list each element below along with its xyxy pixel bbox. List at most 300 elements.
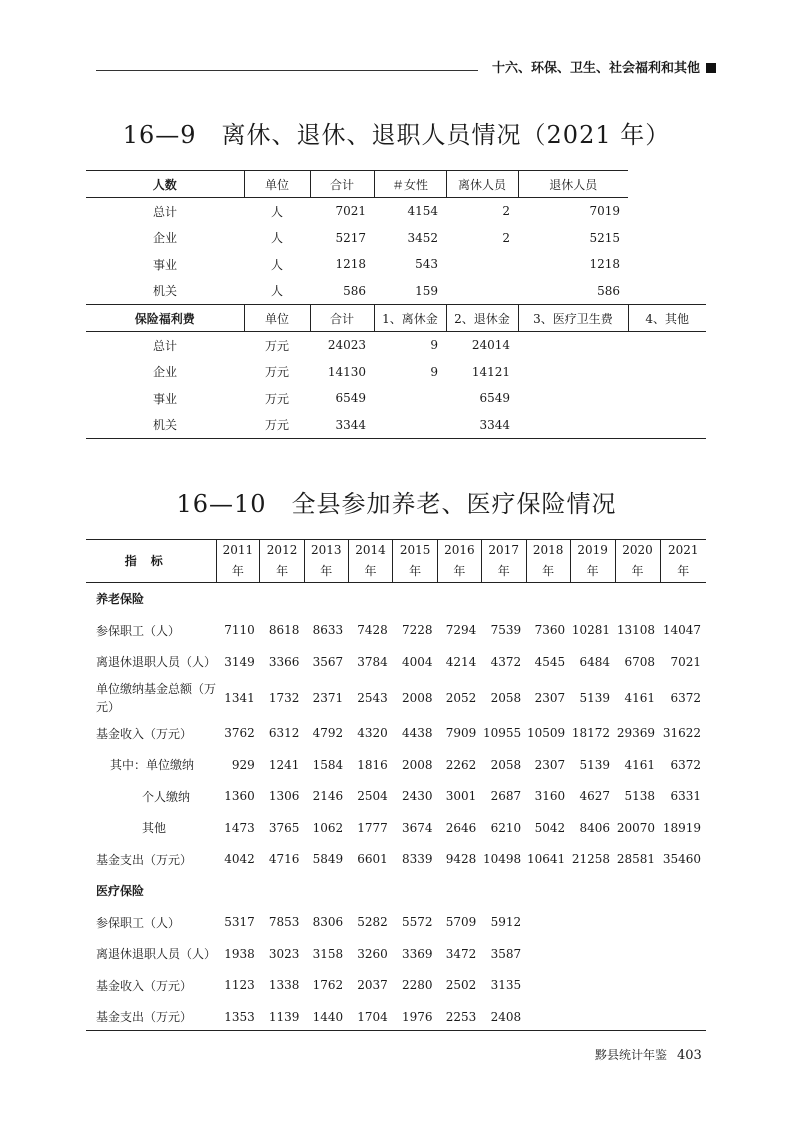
data-cell: 1139 [268,1009,300,1024]
empty-cell [628,278,706,305]
data-cell: 1353 [224,1009,255,1024]
empty-cell [628,251,706,278]
table1-title: 16—9 离休、退休、退职人员情况（2021 年） [122,121,671,149]
data-cell: 2058 [490,757,522,772]
data-cell: 1218 [589,257,620,272]
data-cell [518,385,628,412]
row-label: 机关 [152,284,177,299]
insurance-table [86,539,706,1033]
empty-cell [481,583,526,615]
data-cell: 万元 [264,338,289,353]
data-cell: 3158 [312,946,344,961]
data-cell: 2058 [490,690,522,705]
data-cell: 7909 [445,726,477,741]
data-cell: 2371 [312,690,344,705]
data-cell [615,938,660,970]
data-cell: 5042 [534,820,566,835]
header-rule [96,70,478,71]
row-label: 其中：单位缴纳 [110,758,195,773]
year-header-cell [570,540,615,583]
data-cell: 7021 [670,654,701,669]
data-cell [526,1001,570,1033]
data-cell: 6312 [268,726,300,741]
data-cell: 18172 [571,726,611,741]
data-cell: 2262 [445,757,477,772]
row-label: 个人缴纳 [142,789,191,804]
medical-section-label-row [86,875,706,907]
year-value: 2021 [667,543,699,557]
empty-cell [393,583,438,615]
header-cell: 合计 [310,171,374,198]
data-cell: 3260 [357,946,388,961]
data-cell: 2052 [445,690,477,705]
data-cell: 7428 [357,623,388,638]
data-cell: 4154 [407,204,438,219]
section-title: 十六、环保、卫生、社会福利和其他 [492,61,701,76]
data-cell [660,970,706,1002]
data-cell [518,332,628,359]
data-cell: 7110 [224,623,255,638]
data-cell: 3674 [401,820,433,835]
year-value: 2017 [488,543,519,557]
data-cell: 万元 [244,412,310,439]
data-cell: 1341 [224,690,255,705]
data-cell: 万元 [264,365,289,380]
data-cell: 8339 [401,852,433,867]
header-cell: 人数 [86,171,244,198]
data-cell: 3784 [357,654,388,669]
data-cell: 2307 [534,757,566,772]
data-cell: 3135 [490,978,522,993]
year-header-cell [438,540,482,583]
data-cell: 3452 [407,230,438,245]
year-header-cell [615,540,660,583]
empty-cell [628,198,706,225]
data-cell: 5709 [445,915,477,930]
data-cell: 1241 [268,757,300,772]
data-cell [570,907,615,939]
year-value: 2019 [577,543,608,557]
data-cell: 8306 [312,915,344,930]
header-cell: 保险福利费 [86,305,244,332]
empty-cell [615,875,660,907]
data-cell: 8406 [579,820,611,835]
empty-cell [260,875,305,907]
year-header-cell [216,540,260,583]
row-label: 事业 [152,257,177,272]
data-row [86,646,706,678]
year-header-cell [393,540,438,583]
year-suffix: 年 [364,564,377,578]
table2-bottom-rule-right [526,1030,706,1031]
fee-header-row [86,305,706,332]
row-label: 企业 [152,231,177,246]
data-cell: 2146 [312,789,344,804]
data-cell: 6601 [357,852,388,867]
pension-section-label: 养老保险 [96,592,145,607]
data-cell: 1338 [268,978,300,993]
data-cell [518,359,628,386]
data-cell: 2 [502,230,510,245]
header-cell: 2、退休金 [446,305,518,332]
data-cell: 6331 [670,789,701,804]
data-cell: 5317 [224,915,255,930]
data-cell [446,278,518,305]
data-cell: 5849 [312,852,344,867]
people-row [86,251,706,278]
data-cell [615,1001,660,1033]
data-cell: 3160 [534,789,566,804]
data-cell: 4372 [490,654,522,669]
data-cell: 2430 [401,789,433,804]
data-cell: 2 [502,204,510,219]
empty-cell [260,583,305,615]
empty-cell [304,875,348,907]
data-cell: 3567 [312,654,344,669]
people-row [86,225,706,252]
indicator-header: 指标 [86,540,216,583]
data-row [86,718,706,750]
fee-row [86,385,706,412]
data-cell: 人 [270,204,283,219]
data-cell: 6210 [490,820,522,835]
data-cell: 1306 [268,789,300,804]
data-cell: 5217 [335,230,366,245]
data-cell: 万元 [264,391,289,406]
data-cell: 20070 [616,820,656,835]
header-cell: ＃女性 [374,171,446,198]
data-cell: 1062 [312,820,344,835]
data-cell: 4627 [579,789,611,804]
fee-row [86,412,706,439]
year-header-row [86,540,706,583]
data-cell: 3001 [445,789,477,804]
table2-bottom-rule [86,1030,526,1031]
header-cell: 合计 [310,305,374,332]
data-cell [628,412,706,439]
data-cell: 6549 [479,391,510,406]
data-cell: 2280 [401,978,433,993]
data-cell: 3369 [401,946,433,961]
data-cell: 4004 [401,654,433,669]
data-cell: 5139 [579,757,611,772]
row-label: 其他 [142,821,167,836]
data-cell: 1473 [224,820,255,835]
data-cell: 4320 [357,726,388,741]
data-cell [526,970,570,1002]
data-cell: 3587 [490,946,522,961]
data-row [86,938,706,970]
data-cell: 14130 [327,364,366,379]
data-cell: 4545 [534,654,566,669]
data-cell: 5215 [589,230,620,245]
data-cell: 4792 [312,726,344,741]
data-cell: 1218 [335,257,366,272]
empty-cell [438,875,482,907]
year-value: 2013 [311,543,342,557]
data-cell [628,385,706,412]
year-value: 2014 [355,543,386,557]
data-row [86,812,706,844]
data-cell [628,359,706,386]
year-value: 2018 [532,543,564,557]
data-cell: 1584 [312,757,344,772]
year-suffix: 年 [409,564,422,578]
data-cell [446,251,518,278]
data-cell [660,1001,706,1033]
data-cell: 人 [270,257,283,272]
row-label: 离退休退职人员（人） [96,947,217,962]
data-cell: 6372 [670,757,701,772]
year-value: 2020 [622,543,653,557]
page-footer [595,1046,702,1063]
empty-cell [628,225,706,252]
data-row [86,615,706,647]
data-row [86,970,706,1002]
year-suffix: 年 [586,564,599,578]
data-row [86,1001,706,1033]
data-cell: 7360 [534,623,566,638]
data-cell: 6549 [335,391,366,406]
empty-cell [481,875,526,907]
data-row [86,781,706,813]
row-label: 基金收入（万元） [96,726,193,741]
data-cell: 929 [231,757,255,772]
year-header-cell [481,540,526,583]
people-row [86,198,706,225]
header-cell: 3、医疗卫生费 [518,305,628,332]
data-cell: 10509 [526,726,566,741]
year-suffix: 年 [320,564,333,578]
row-label: 参保职工（人） [96,915,181,930]
data-cell [570,1001,615,1033]
data-cell [526,907,570,939]
data-cell: 2687 [490,789,522,804]
empty-cell [348,875,393,907]
row-label: 事业 [152,391,177,406]
data-cell: 4161 [624,757,656,772]
data-cell: 3344 [446,412,518,439]
header-cell: 4、其他 [628,305,706,332]
data-cell: 28581 [616,852,656,867]
square-bullet-icon [706,63,716,73]
data-row [86,749,706,781]
data-cell: 人 [270,284,283,299]
data-cell: 1360 [224,789,255,804]
data-cell: 8618 [268,623,300,638]
data-cell: 3023 [268,946,300,961]
data-cell: 586 [597,283,620,298]
data-cell: 7853 [268,915,300,930]
data-cell: 10281 [571,623,611,638]
data-cell: 7228 [401,623,433,638]
data-cell [615,970,660,1002]
year-suffix: 年 [497,564,510,578]
year-suffix: 年 [276,564,289,578]
header-cell: 退休人员 [518,171,628,198]
data-cell: 9 [430,364,438,379]
data-cell: 5282 [357,915,388,930]
header-blank-cell [628,171,706,198]
year-header-cell [260,540,305,583]
data-cell: 31622 [662,726,701,741]
data-cell [660,938,706,970]
year-header-cell [660,540,706,583]
data-row [86,678,706,718]
data-cell: 7019 [589,204,620,219]
data-cell: 10955 [482,726,522,741]
data-cell: 14047 [662,623,701,638]
people-header-row [86,171,706,198]
fee-row [86,332,706,359]
data-cell: 1762 [312,978,344,993]
data-cell: 159 [415,283,438,298]
year-suffix: 年 [542,564,555,578]
data-cell [615,907,660,939]
row-label: 基金支出（万元） [96,1010,193,1025]
data-cell [526,938,570,970]
row-label: 离退休退职人员（人） [96,655,217,670]
data-cell: 18919 [662,820,701,835]
data-cell: 10641 [526,852,566,867]
medical-section-label: 医疗保险 [96,884,145,899]
data-cell: 6484 [579,654,611,669]
data-cell: 10498 [482,852,522,867]
data-cell: 1732 [268,690,300,705]
data-cell: 2502 [445,978,477,993]
year-suffix: 年 [677,564,690,578]
empty-cell [438,583,482,615]
empty-cell [526,875,570,907]
empty-cell [526,583,570,615]
data-cell: 5912 [490,915,522,930]
data-cell: 29369 [616,726,656,741]
fee-row [86,359,706,386]
empty-cell [660,583,706,615]
year-suffix: 年 [631,564,644,578]
data-cell: 1440 [312,1009,344,1024]
data-cell [660,907,706,939]
data-cell: 1938 [224,946,255,961]
data-cell: 2008 [401,757,433,772]
year-suffix: 年 [231,564,244,578]
data-cell: 3344 [310,412,374,439]
header-cell: 1、离休金 [374,305,446,332]
data-cell [570,938,615,970]
data-row [86,844,706,876]
data-cell [374,385,446,412]
row-label: 企业 [152,365,177,380]
data-cell: 543 [415,257,438,272]
data-cell: 9428 [445,852,477,867]
data-cell: 3149 [224,654,255,669]
data-cell: 2504 [357,789,388,804]
empty-cell [660,875,706,907]
data-cell: 14121 [471,364,510,379]
year-value: 2015 [399,543,431,557]
data-cell [570,970,615,1002]
row-label: 基金支出（万元） [96,852,193,867]
data-cell: 4042 [224,852,255,867]
data-cell [518,412,628,439]
data-cell: 1777 [357,820,388,835]
data-cell [374,412,446,439]
header-cell: 离休人员 [446,171,518,198]
year-value: 2011 [222,543,254,557]
people-row [86,278,706,305]
data-cell: 5139 [579,690,611,705]
data-cell: 2646 [445,820,477,835]
data-cell: 35460 [662,852,701,867]
data-cell: 3762 [224,726,255,741]
data-cell: 1704 [357,1009,388,1024]
data-cell: 4716 [268,852,300,867]
data-cell: 21258 [571,852,611,867]
yearbook-name: 黟县统计年鉴 [595,1048,668,1062]
data-cell: 1123 [224,978,255,993]
data-cell: 24023 [327,338,366,353]
empty-cell [570,583,615,615]
header-cell: 单位 [244,171,310,198]
year-header-cell [348,540,393,583]
data-cell: 6372 [670,690,701,705]
data-cell: 4214 [445,654,477,669]
row-label: 机关 [86,412,244,439]
data-cell: 7021 [335,204,366,219]
retirees-table [86,170,706,439]
data-cell: 2543 [357,690,388,705]
empty-cell [615,583,660,615]
year-header-cell [304,540,348,583]
year-value: 2016 [444,543,475,557]
year-value: 2012 [266,543,298,557]
data-cell: 2037 [357,978,388,993]
row-label: 总计 [152,338,177,353]
data-row [86,907,706,939]
empty-cell [216,583,260,615]
data-cell: 13108 [616,623,656,638]
table2-title: 16—10 全县参加养老、医疗保险情况 [176,490,617,518]
data-cell: 3765 [268,820,300,835]
data-cell: 8633 [312,623,344,638]
row-label: 单位缴纳基金总额（万元） [96,681,217,714]
data-cell: 9 [430,338,438,353]
empty-cell [304,583,348,615]
data-cell: 586 [343,283,366,298]
data-cell: 7539 [490,623,522,638]
data-cell: 3366 [268,654,300,669]
data-cell: 6708 [624,654,656,669]
empty-cell [348,583,393,615]
data-cell: 4438 [401,726,433,741]
data-cell: 2008 [401,690,433,705]
data-cell [628,332,706,359]
data-cell: 1976 [401,1009,433,1024]
row-label: 总计 [152,204,177,219]
data-cell: 3472 [445,946,477,961]
year-header-cell [526,540,570,583]
year-suffix: 年 [453,564,466,578]
data-cell: 2408 [490,1009,522,1024]
data-cell: 24014 [471,338,510,353]
pension-section-label-row [86,583,706,615]
data-cell: 5572 [401,915,433,930]
data-cell: 2307 [534,690,566,705]
data-cell: 7294 [445,623,477,638]
section-header [492,57,716,76]
data-cell: 人 [270,231,283,246]
empty-cell [570,875,615,907]
